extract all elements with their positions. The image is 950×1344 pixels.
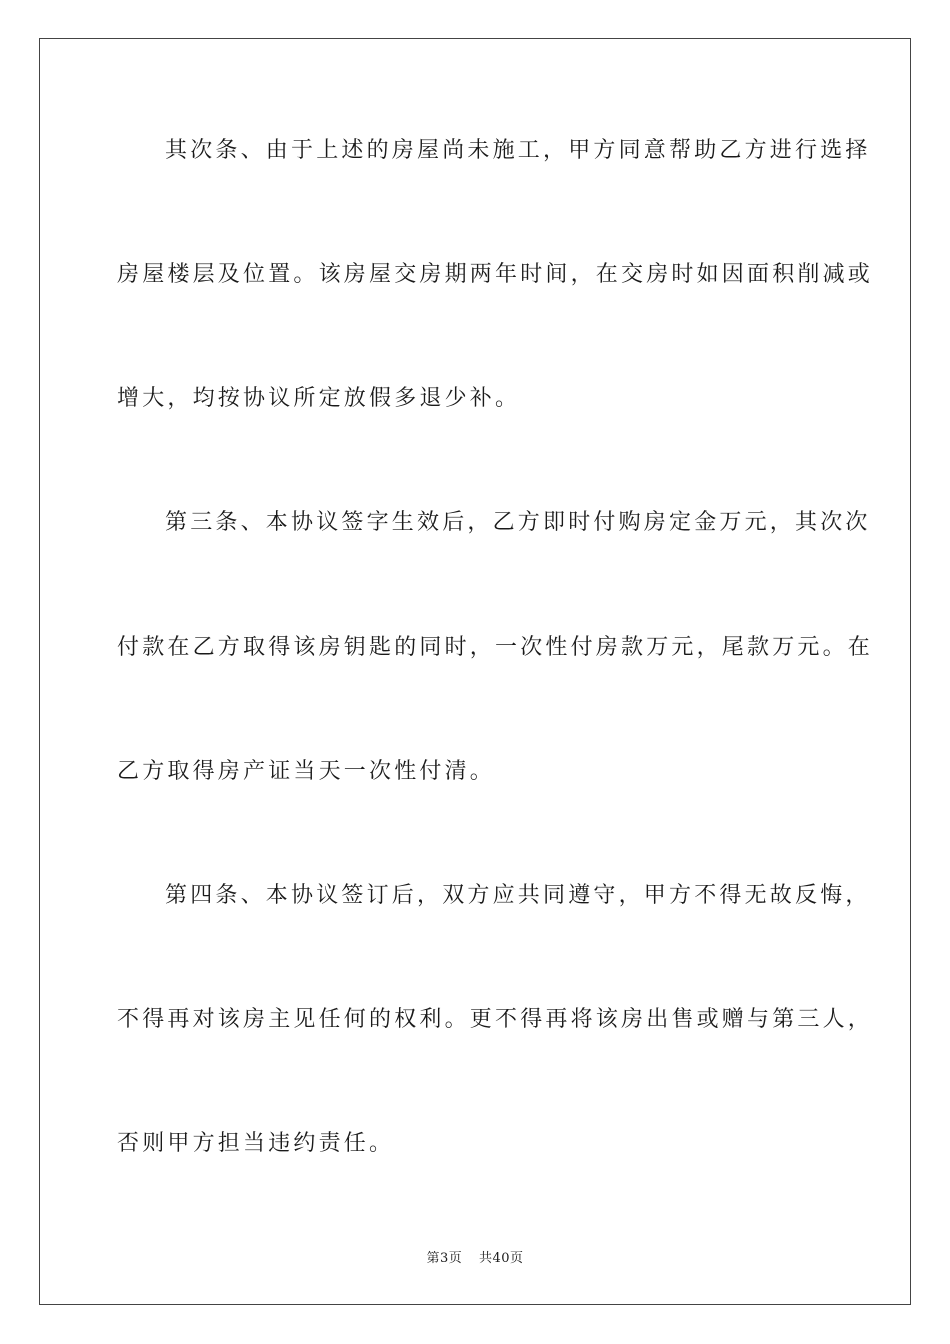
article-3-line-3: 乙方取得房产证当天一次性付清。 (117, 759, 496, 784)
paragraph-2-line-2: 房屋楼层及位置。该房屋交房期两年时间，在交房时如因面积削减或 (117, 262, 874, 287)
paragraph-2-line-1: 其次条、由于上述的房屋尚未施工，甲方同意帮助乙方进行选择 (165, 138, 871, 163)
page-border (39, 38, 911, 1305)
page-footer (0, 1247, 950, 1266)
article-3-line-1: 第三条、本协议签字生效后，乙方即时付购房定金万元，其次次 (165, 510, 871, 535)
article-4-line-2: 不得再对该房主见任何的权利。更不得再将该房出售或赠与第三人， (117, 1007, 874, 1032)
article-4-line-1: 第四条、本协议签订后，双方应共同遵守，甲方不得无故反悔， (165, 883, 871, 908)
article-4-line-3: 否则甲方担当违约责任。 (117, 1131, 395, 1156)
page-number: 第3页 (426, 1251, 463, 1266)
article-3-line-2: 付款在乙方取得该房钥匙的同时，一次性付房款万元，尾款万元。在 (117, 635, 874, 660)
page-total: 共40页 (478, 1251, 524, 1266)
paragraph-2-line-3: 增大，均按协议所定放假多退少补。 (117, 386, 521, 411)
